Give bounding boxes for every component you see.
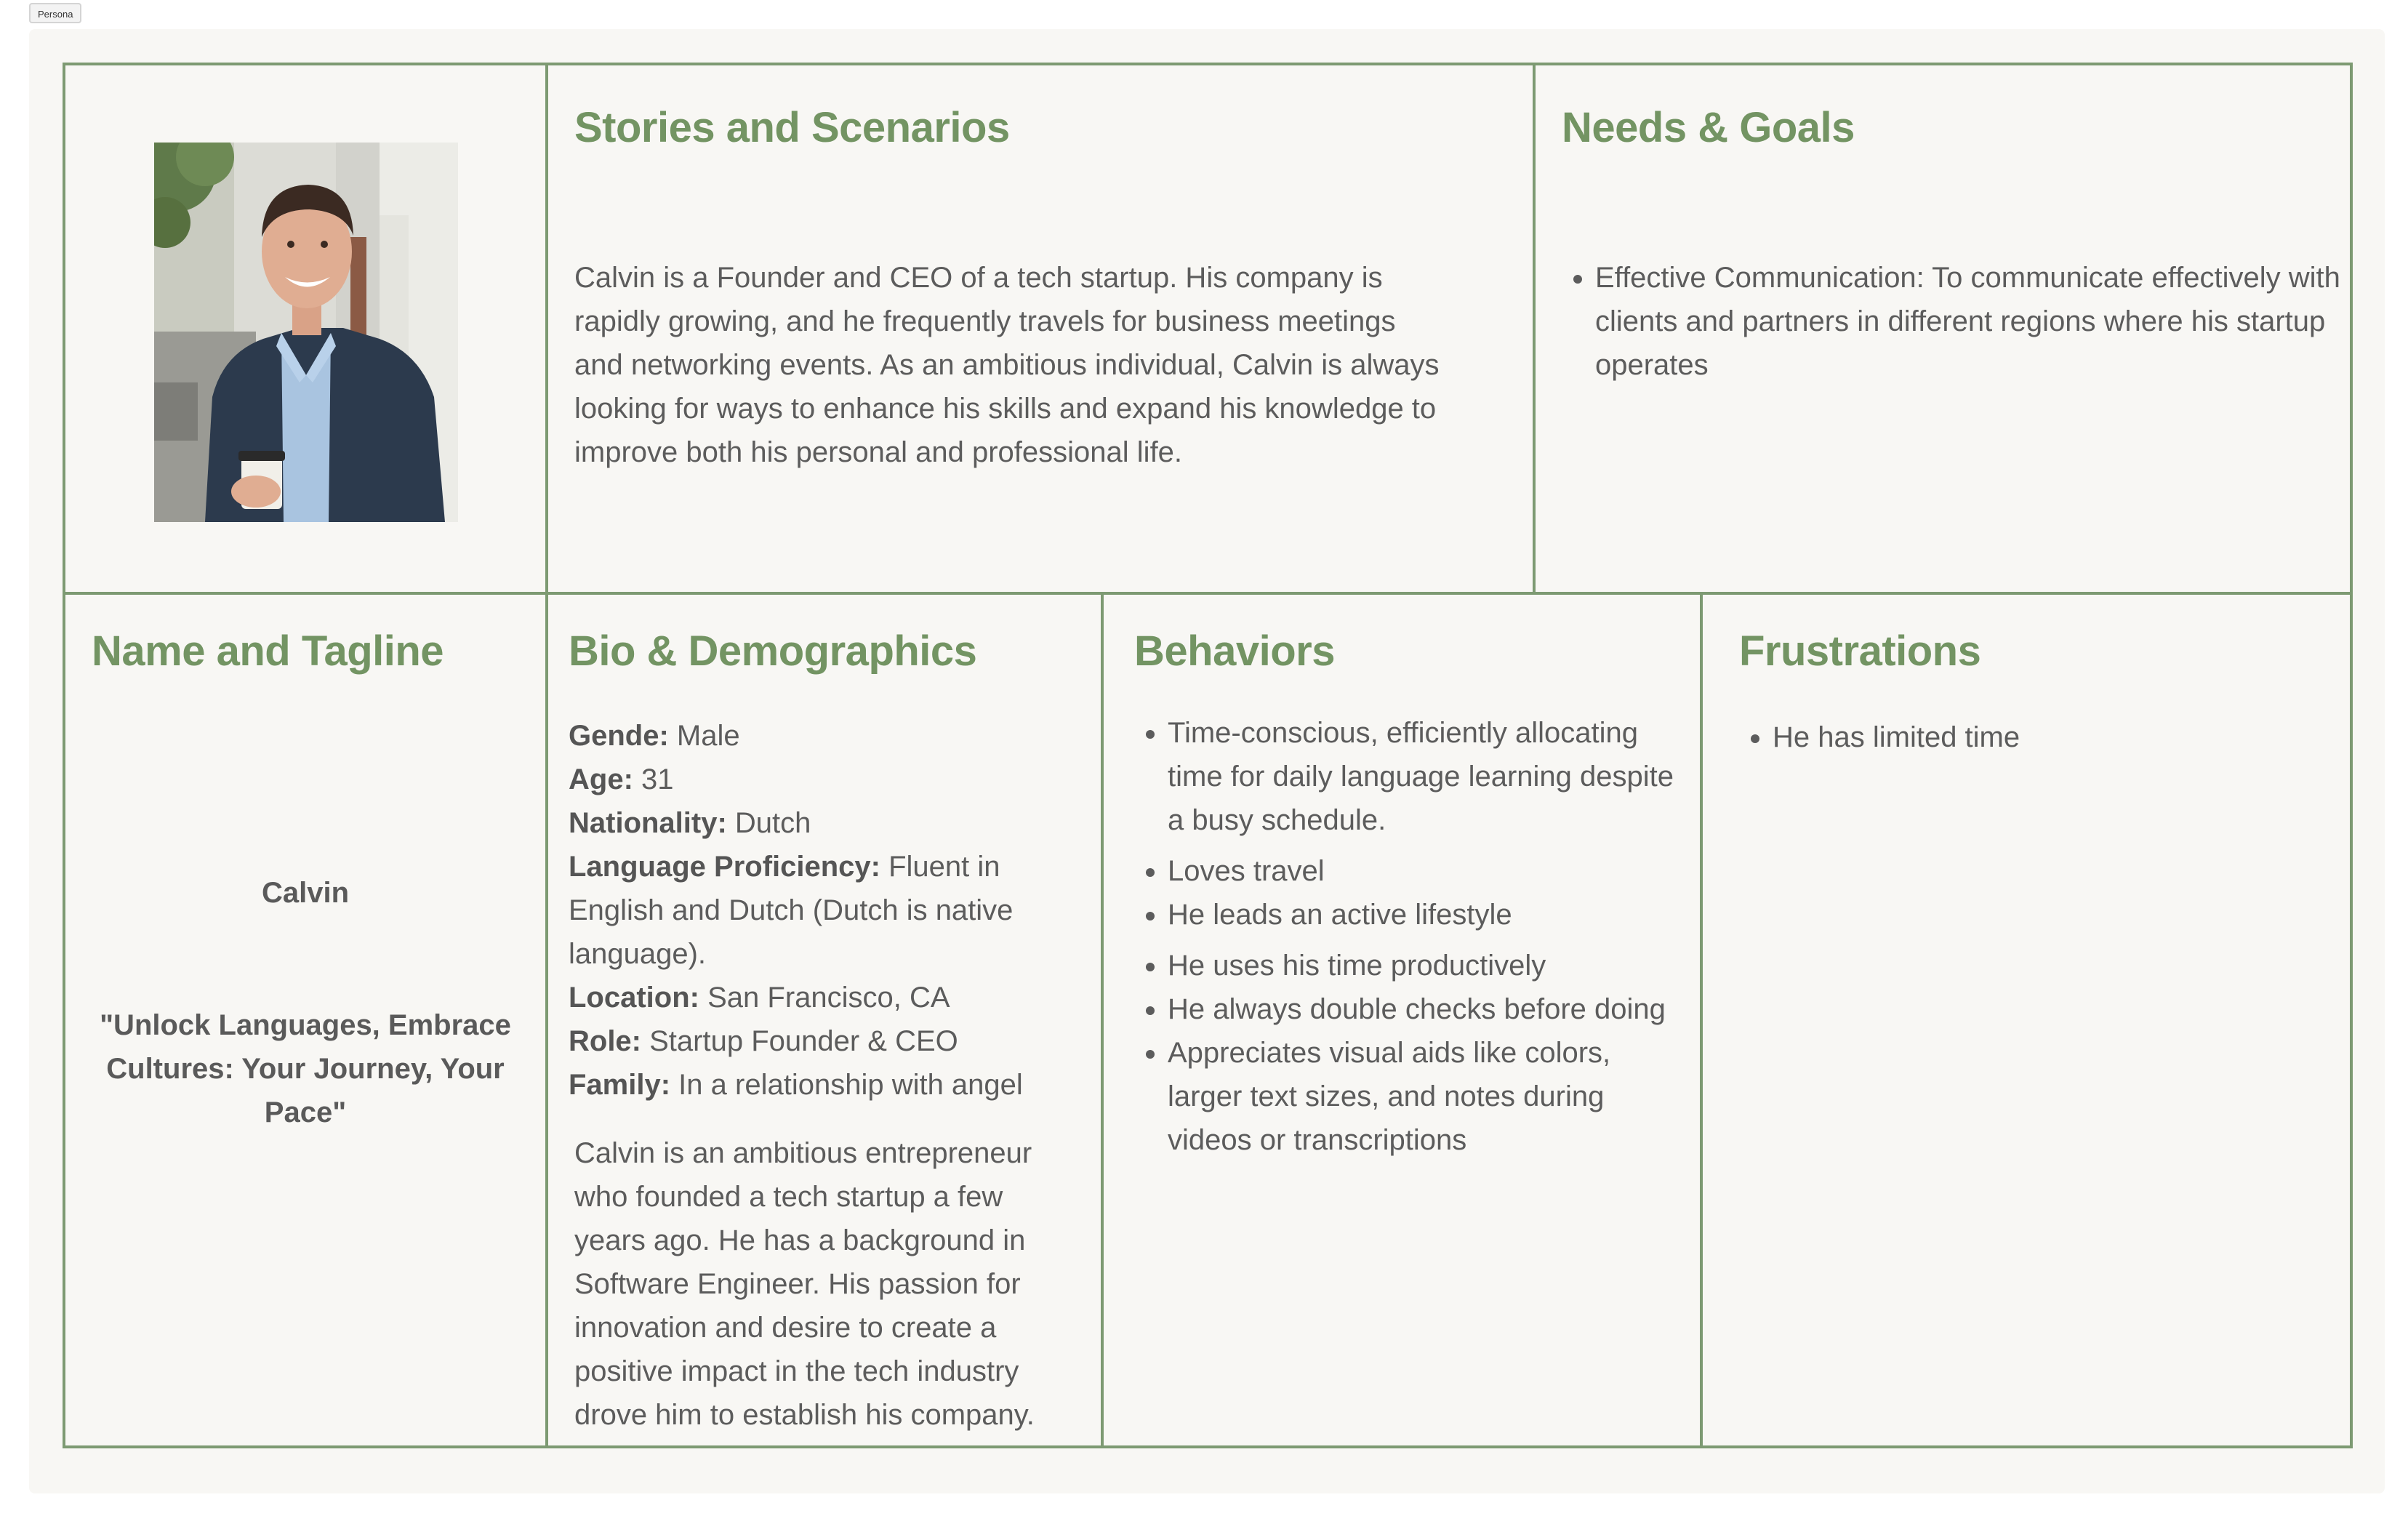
bio-heading: Bio & Demographics xyxy=(569,627,977,675)
behaviors-item: • Time-conscious, efficiently allocating time for daily language learning despite a busy schedule. xyxy=(1168,711,1677,842)
demo-family: Family: In a relationship with angel xyxy=(569,1069,1023,1101)
name-tagline-heading: Name and Tagline xyxy=(92,627,444,675)
behaviors-item: • He always double checks before doing xyxy=(1168,987,1677,1031)
demo-role: Role: Startup Founder & CEO xyxy=(569,1025,958,1057)
behaviors-item: • He leads an active lifestyle xyxy=(1168,893,1677,937)
persona-photo-icon xyxy=(154,143,458,522)
behaviors-heading: Behaviors xyxy=(1134,627,1335,675)
name-tagline-cell xyxy=(63,592,548,1448)
frame-label[interactable]: Persona xyxy=(29,3,81,23)
behaviors-item: • Appreciates visual aids like colors, larger text sizes, and notes during videos or transcriptions xyxy=(1168,1031,1677,1162)
stories-cell xyxy=(545,63,1536,595)
demo-nationality: Nationality: Dutch xyxy=(569,807,811,839)
stories-heading: Stories and Scenarios xyxy=(574,104,1010,151)
persona-board xyxy=(29,29,2385,1493)
needs-cell xyxy=(1533,63,2353,595)
bio-text: Calvin is an ambitious entrepreneur who founded a tech startup a few years ago. He has a background in Software Engineer. His passion for innovation and desire to create a positive impact in the tech industry drove him to establish his company. xyxy=(574,1137,1035,1431)
demo-location: Location: San Francisco, CA xyxy=(569,982,950,1014)
frustrations-list xyxy=(1739,715,2340,759)
demo-language: Language Proficiency: Fluent in English and Dutch (Dutch is native language). xyxy=(569,851,1014,970)
bio-cell xyxy=(545,592,1104,1448)
frustrations-item: • He has limited time xyxy=(1773,715,2340,759)
stories-text: Calvin is a Founder and CEO of a tech startup. His company is rapidly growing, and he frequently travels for business meetings and networking events. As an ambitious individual, Calvin is always looking for ways to enhance his skills and expand his knowledge to improve both his personal and professional life. xyxy=(574,262,1440,468)
needs-item: • Effective Communication: To communicate effectively with clients and partners in different regions where his startup operates xyxy=(1595,256,2351,387)
persona-name: Calvin xyxy=(261,877,350,909)
photo-cell xyxy=(63,63,548,595)
frustrations-heading: Frustrations xyxy=(1739,627,1981,675)
frustrations-cell xyxy=(1700,592,2353,1448)
behaviors-list xyxy=(1134,711,1677,1162)
demo-gender: Gende: Male xyxy=(569,720,740,752)
persona-tagline: "Unlock Languages, Embrace Cultures: Your Journey, Your Pace" xyxy=(100,1009,511,1128)
needs-heading: Needs & Goals xyxy=(1562,104,1855,151)
demo-age: Age: 31 xyxy=(569,763,674,795)
demographics-list xyxy=(569,714,1063,1107)
behaviors-item: • Loves travel xyxy=(1168,849,1677,893)
needs-list xyxy=(1562,256,2351,387)
behaviors-cell xyxy=(1101,592,1703,1448)
behaviors-item: • He uses his time productively xyxy=(1168,944,1677,987)
